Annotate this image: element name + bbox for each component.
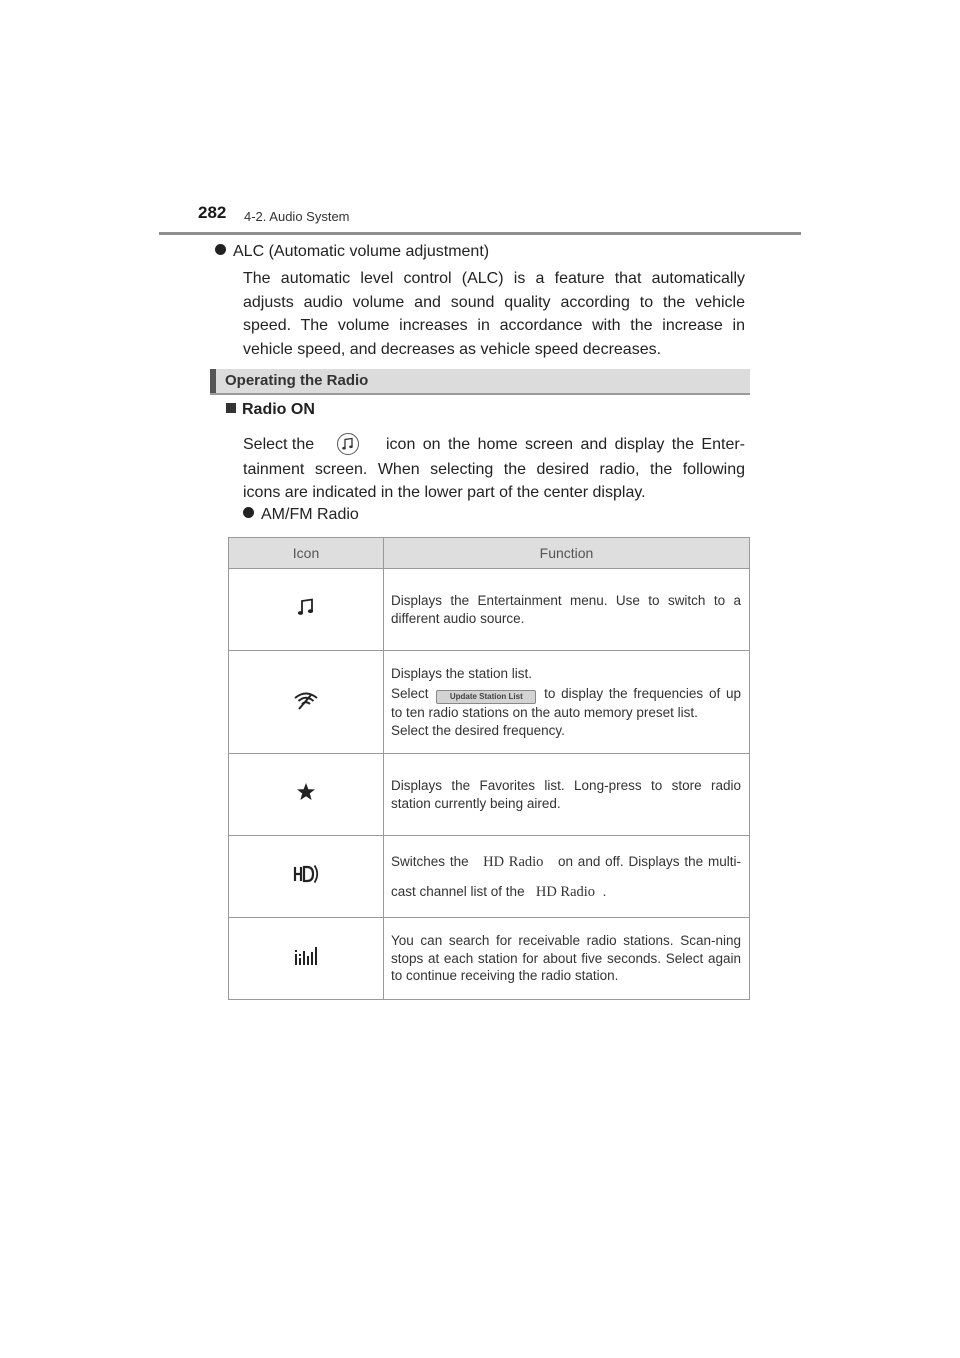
- table-row: [229, 754, 750, 836]
- icon-cell: [229, 918, 384, 1000]
- hd-text-c: .: [602, 883, 607, 899]
- radio-on-line-2: tainment screen. When selecting the desired radio, the following: [243, 461, 745, 478]
- hd-radio-mark: HD Radio: [483, 853, 544, 870]
- table-header-row: [229, 538, 750, 569]
- section-title: Operating the Radio: [225, 372, 369, 389]
- am-fm-bullet: [243, 506, 359, 524]
- radio-on-line-3: icons are indicated in the lower part of the center display.: [243, 484, 646, 501]
- alc-heading-text: ALC (Automatic volume adjustment): [233, 243, 490, 260]
- column-header-icon: Icon: [229, 538, 384, 569]
- bullet-dot-icon: [215, 244, 226, 255]
- icon-cell: [229, 836, 384, 918]
- section-header: [210, 369, 750, 393]
- table-row: [229, 918, 750, 1000]
- station-list-select-text: [391, 685, 741, 722]
- select-word: Select: [391, 686, 429, 702]
- star-icon: [296, 782, 316, 802]
- square-bullet-icon: [226, 403, 236, 413]
- scan-icon: [294, 946, 318, 966]
- select-frequency-line: Select the desired frequency.: [391, 722, 565, 738]
- alc-line: vehicle speed, and decreases as vehicle speed decreases.: [243, 340, 662, 358]
- radio-on-line-1a: Select the: [243, 436, 315, 453]
- alc-heading: [215, 243, 489, 261]
- alc-line: The automatic level control (ALC) is a feature that automatically: [243, 270, 745, 287]
- function-cell: [384, 836, 750, 918]
- icon-cell: [229, 651, 384, 754]
- table-row: [229, 651, 750, 754]
- hd-text-b: on and off. Displays the multi-cast channel list of the: [391, 853, 741, 899]
- hd-radio-icon: [293, 863, 319, 885]
- radio-waves-icon: [293, 690, 319, 710]
- alc-description: [243, 267, 745, 361]
- station-list-line: Displays the station list.: [391, 665, 533, 681]
- update-station-list-button: Update Station List: [436, 690, 536, 704]
- select-desc: to display the frequencies of up to ten radio stations on the auto memory preset list.: [391, 686, 741, 721]
- radio-on-heading: [226, 401, 315, 419]
- function-cell: Displays the Favorites list. Long-press to store radio station currently being aired.: [384, 754, 750, 836]
- function-table: [228, 537, 750, 1000]
- radio-on-line-1: [243, 436, 745, 454]
- page-header: [0, 0, 960, 240]
- alc-line: speed. The volume increases in accordance with the increase in: [243, 317, 745, 334]
- hd-radio-mark: HD Radio: [535, 883, 596, 900]
- hd-text-a: Switches the: [391, 853, 469, 869]
- table-row: [229, 569, 750, 651]
- bullet-dot-icon: [243, 507, 254, 518]
- am-fm-text: AM/FM Radio: [261, 506, 359, 523]
- music-note-icon: [337, 433, 359, 455]
- alc-line: adjusts audio volume and sound quality according to the vehicle: [243, 293, 745, 311]
- chapter-title: 4-2. Audio System: [244, 209, 350, 224]
- column-header-function: Function: [384, 538, 750, 569]
- function-cell: [384, 651, 750, 754]
- header-rule: [159, 232, 801, 235]
- radio-on-line-1b: icon on the home screen and display the Enter-: [386, 436, 745, 453]
- icon-cell: [229, 569, 384, 651]
- function-cell: You can search for receivable radio stations. Scan-ning stops at each station for about five seconds. Select again to continue receiving the radio station.: [384, 918, 750, 1000]
- music-note-icon: [296, 597, 316, 617]
- page-number: 282: [198, 203, 227, 222]
- icon-cell: [229, 754, 384, 836]
- function-cell: Displays the Entertainment menu. Use to switch to a different audio source.: [384, 569, 750, 651]
- radio-on-heading-text: Radio ON: [242, 401, 315, 418]
- table-row: [229, 836, 750, 918]
